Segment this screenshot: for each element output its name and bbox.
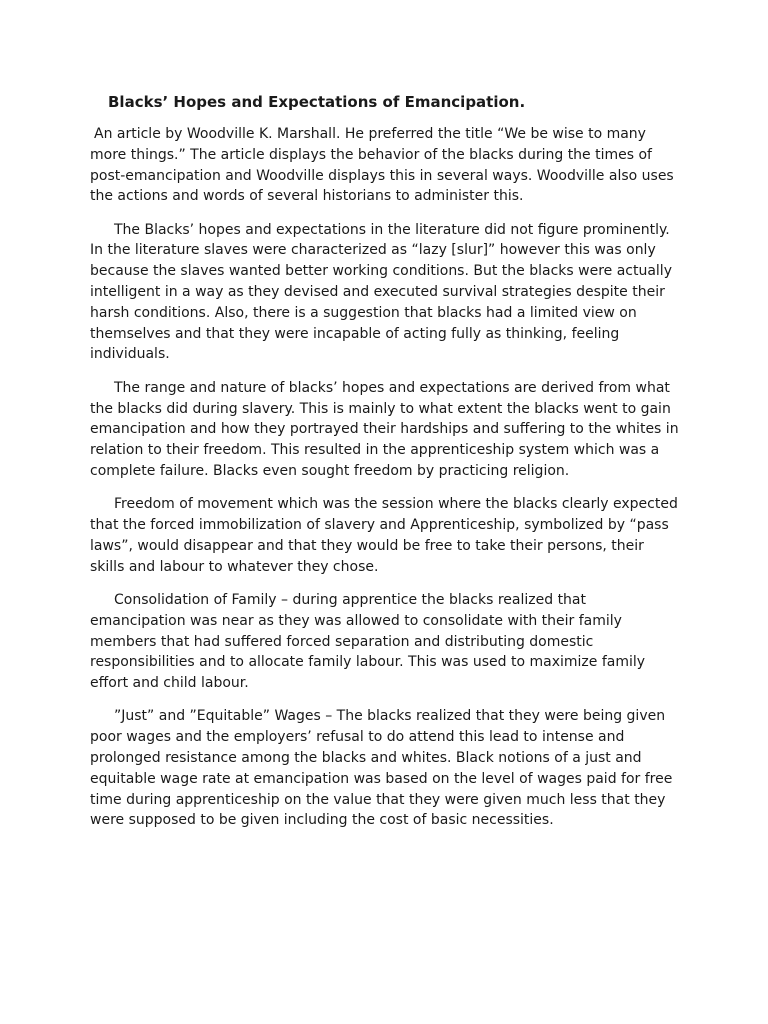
- paragraph-consolidation-of-family: Consolidation of Family – during apprentice the blacks realized that emancipation was near as they was allowed to consolidate with their family members that had suffered forced separation and distributing domestic responsibilities and to allocate family labour. This was used to maximize family effort and child labour.: [90, 591, 646, 692]
- paragraph-hopes-expectations: The Blacks’ hopes and expectations in the literature did not figure prominently. In the literature slaves were characterized as “lazy [slur]” however this was only because the slaves wanted better working conditions. But the blacks were actually intelligent in a way as they devised and executed survival strategies despite their harsh conditions. Also, there is a suggestion that blacks had a limited view on themselves and that they were incapable of acting fully as thinking, feeling individuals.: [90, 221, 672, 363]
- paragraph-range-nature: The range and nature of blacks’ hopes and expectations are derived from what the blacks did during slavery. This is mainly to what extent the blacks went to gain emancipation and how they portrayed their hardships and suffering to the whites in relation to their freedom. This resulted in the apprenticeship system which was a complete failure. Blacks even sought freedom by practicing religion.: [90, 379, 679, 479]
- document-title: Blacks’ Hopes and Expectations of Emancipation.: [108, 93, 526, 111]
- document-body: [90, 91, 682, 844]
- paragraph-freedom-of-movement: Freedom of movement which was the session where the blacks clearly expected that the forced immobilization of slavery and Apprenticeship, symbolized by “pass laws”, would disappear and that they would be free to take their persons, their skills and labour to whatever they chose.: [90, 496, 678, 575]
- paragraph-intro: An article by Woodville K. Marshall. He preferred the title “We be wise to many more things.” The article displays the behavior of the blacks during the times of post-emancipation and Woodville displays this in several ways. Woodville also uses the actions and words of several historians to administer this.: [90, 126, 674, 205]
- paragraph-just-equitable-wages: ”Just” and ”Equitable” Wages – The blacks realized that they were being given poor wages and the employers’ refusal to do attend this lead to intense and prolonged resistance among the blacks and whites. Black notions of a just and equitable wage rate at emancipation was based on the level of wages paid for free time during apprenticeship on the value that they were given much less that they were supposed to be given including the cost of basic necessities.: [90, 708, 673, 829]
